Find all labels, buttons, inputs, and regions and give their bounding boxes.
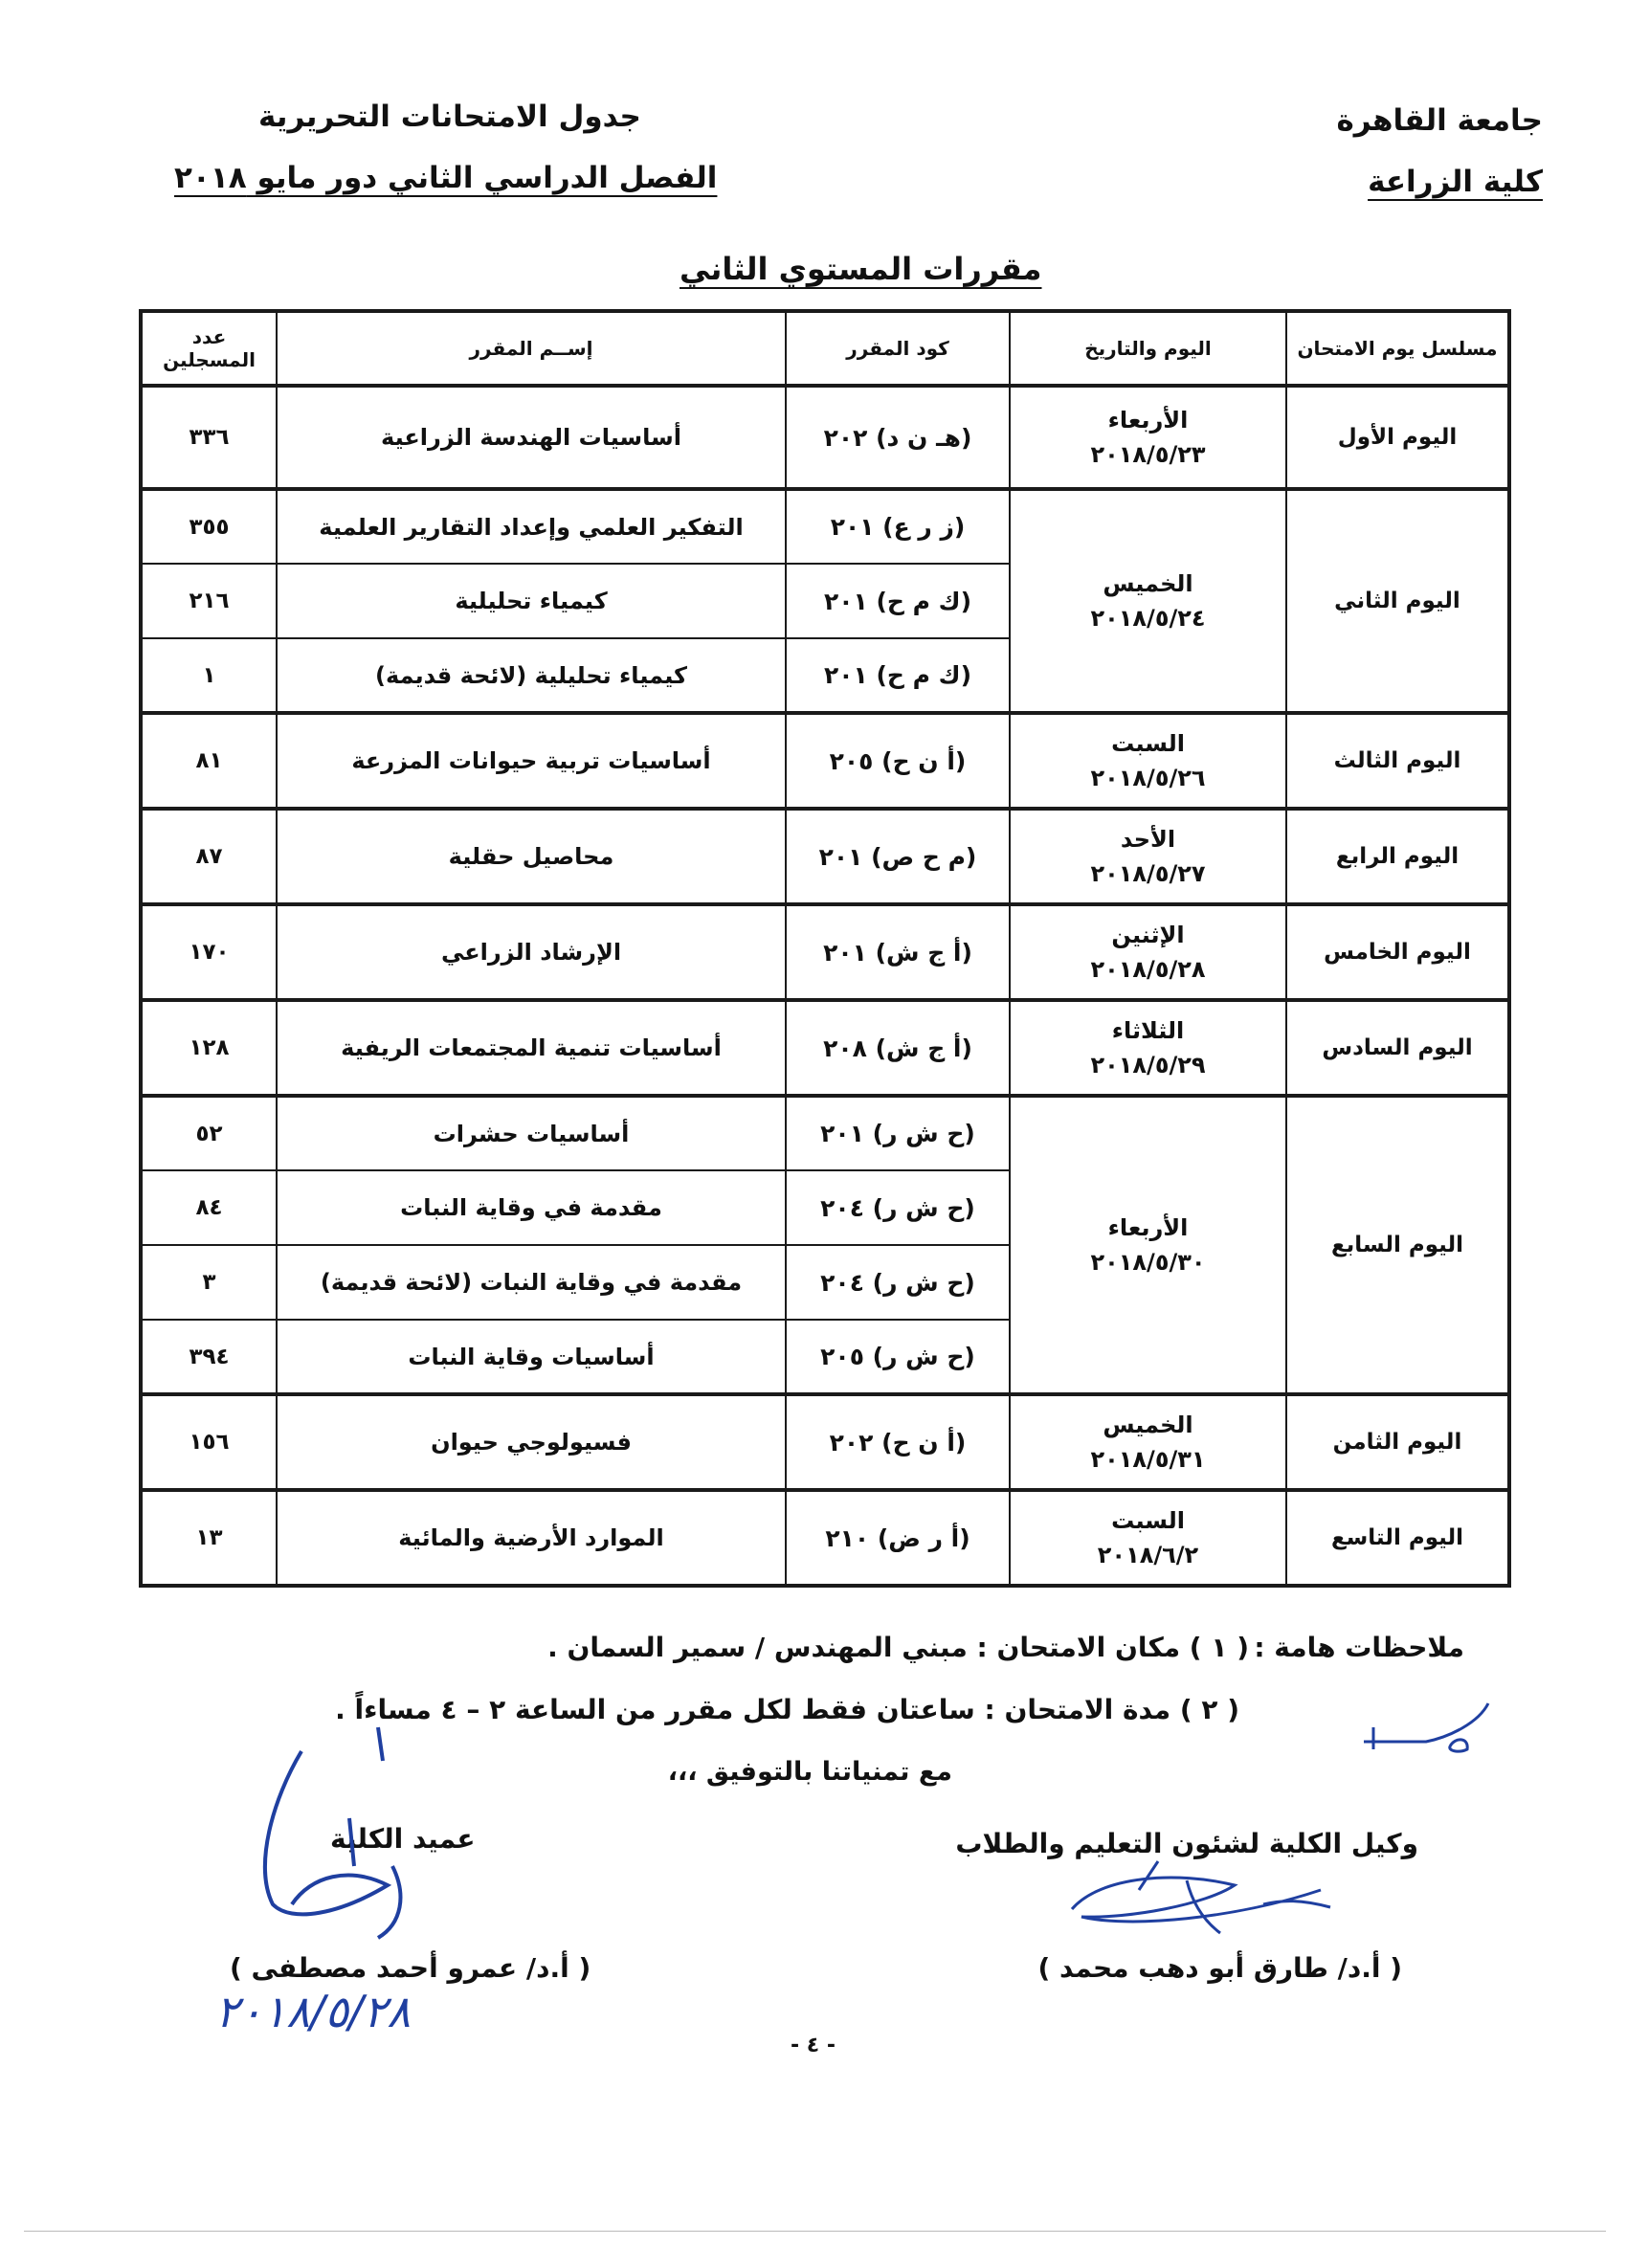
exam-date: ٢٠١٨/٥/٢٤ (1090, 605, 1206, 632)
registered-count: ١ (141, 638, 277, 713)
weekday: الأربعاء (1107, 1214, 1189, 1241)
exam-schedule-table (139, 309, 1511, 1588)
section-title: مقررات المستوي الثاني (680, 251, 1042, 287)
exam-day-date (1010, 386, 1286, 489)
registered-count: ٣ (141, 1245, 277, 1320)
weekday: الثلاثاء (1111, 1017, 1185, 1044)
course-name: الإرشاد الزراعي (277, 904, 786, 1000)
course-code: (ح ش ر) ٢٠٥ (786, 1320, 1010, 1394)
registered-count: ١٣ (141, 1490, 277, 1586)
exam-day-date (1010, 1096, 1286, 1394)
course-code: (أ ر ض) ٢١٠ (786, 1490, 1010, 1586)
course-code: (ك م ح) ٢٠١ (786, 564, 1010, 638)
course-code: (م ح ص) ٢٠١ (786, 809, 1010, 904)
registered-count: ٣٣٦ (141, 386, 277, 489)
exam-date: ٢٠١٨/٥/٢٩ (1090, 1052, 1206, 1078)
vice-dean-title: وكيل الكلية لشئون التعليم والطلاب (955, 1828, 1418, 1859)
table-row (141, 1000, 1509, 1096)
course-code: (أ ن ح) ٢٠٥ (786, 713, 1010, 809)
exam-date: ٢٠١٨/٥/٢٦ (1090, 765, 1206, 791)
exam-day-seq: اليوم الخامس (1286, 904, 1509, 1000)
course-code: (أ ج ش) ٢٠٨ (786, 1000, 1010, 1096)
vice-dean-name: ( أ.د/ طارق أبو دهب محمد ) (1037, 1952, 1402, 1984)
note-line-2: ( ٢ ) مدة الامتحان : ساعتان فقط لكل مقرر من الساعة ٢ – ٤ مساءاً . (335, 1694, 1239, 1725)
header-day-seq: مسلسل يوم الامتحان (1286, 311, 1509, 386)
course-name: أساسيات تنمية المجتمعات الريفية (277, 1000, 786, 1096)
course-name: أساسيات حشرات (277, 1096, 786, 1170)
exam-day-date (1010, 1394, 1286, 1490)
header-course-name: إســم المقرر (277, 311, 786, 386)
exam-day-seq: اليوم الثاني (1286, 489, 1509, 713)
exam-day-seq: اليوم التاسع (1286, 1490, 1509, 1586)
course-code: (ح ش ر) ٢٠٤ (786, 1170, 1010, 1245)
exam-day-seq: اليوم الأول (1286, 386, 1509, 489)
course-name: كيمياء تحليلية (277, 564, 786, 638)
initials-signature (1335, 1694, 1507, 1770)
table-row (141, 1096, 1509, 1170)
weekday: الأربعاء (1107, 407, 1189, 434)
exam-date: ٢٠١٨/٦/٢ (1097, 1542, 1199, 1568)
dean-name: ( أ.د/ عمرو أحمد مصطفى ) (230, 1952, 591, 1984)
closing-line: مع تمنياتنا بالتوفيق ،،، (667, 1757, 952, 1787)
course-name: أساسيات تربية حيوانات المزرعة (277, 713, 786, 809)
table-row (141, 713, 1509, 809)
document-title: جدول الامتحانات التحريرية (258, 100, 641, 134)
registered-count: ١٧٠ (141, 904, 277, 1000)
university-name: جامعة القاهرة (1336, 103, 1543, 138)
course-code: (ك م ح) ٢٠١ (786, 638, 1010, 713)
exam-day-seq: اليوم الرابع (1286, 809, 1509, 904)
term-title: الفصل الدراسي الثاني دور مايو ٢٠١٨ (174, 161, 718, 195)
course-name: محاصيل حقلية (277, 809, 786, 904)
course-code: (ح ش ر) ٢٠١ (786, 1096, 1010, 1170)
page-edge-line (24, 2231, 1606, 2232)
exam-date: ٢٠١٨/٥/٢٣ (1090, 441, 1206, 468)
registered-count: ٣٩٤ (141, 1320, 277, 1394)
weekday: السبت (1111, 730, 1185, 757)
weekday: السبت (1111, 1507, 1185, 1534)
course-name: أساسيات وقاية النبات (277, 1320, 786, 1394)
exam-date: ٢٠١٨/٥/٣٠ (1090, 1249, 1206, 1276)
weekday: الأحد (1120, 826, 1176, 853)
course-code: (ز ر ع) ٢٠١ (786, 489, 1010, 564)
table-row (141, 1394, 1509, 1490)
header-day-date: اليوم والتاريخ (1010, 311, 1286, 386)
course-name: مقدمة في وقاية النبات (لائحة قديمة) (277, 1245, 786, 1320)
handwritten-date: ٢٠١٨/٥/٢٨ (215, 1986, 411, 2037)
weekday: الخميس (1103, 570, 1193, 597)
table-row (141, 386, 1509, 489)
exam-day-date (1010, 1000, 1286, 1096)
course-code: (ح ش ر) ٢٠٤ (786, 1245, 1010, 1320)
exam-day-seq: اليوم السادس (1286, 1000, 1509, 1096)
table-row (141, 489, 1509, 564)
vice-dean-signature (1043, 1852, 1359, 1957)
course-name: كيمياء تحليلية (لائحة قديمة) (277, 638, 786, 713)
dean-signature (234, 1723, 445, 1952)
course-name: فسيولوجي حيوان (277, 1394, 786, 1490)
notes-label: ملاحظات هامة : (1254, 1632, 1464, 1663)
weekday: الخميس (1103, 1412, 1193, 1438)
exam-day-seq: اليوم الثالث (1286, 713, 1509, 809)
table-row (141, 1490, 1509, 1586)
registered-count: ٨١ (141, 713, 277, 809)
exam-date: ٢٠١٨/٥/٢٨ (1090, 956, 1206, 983)
table-row (141, 809, 1509, 904)
exam-day-date (1010, 809, 1286, 904)
exam-day-date (1010, 489, 1286, 713)
exam-day-seq: اليوم السابع (1286, 1096, 1509, 1394)
course-name: مقدمة في وقاية النبات (277, 1170, 786, 1245)
exam-day-date (1010, 1490, 1286, 1586)
dean-title: عميد الكلية (330, 1823, 476, 1855)
registered-count: ١٢٨ (141, 1000, 277, 1096)
registered-count: ٥٢ (141, 1096, 277, 1170)
exam-date: ٢٠١٨/٥/٢٧ (1090, 860, 1206, 887)
course-name: أساسيات الهندسة الزراعية (277, 386, 786, 489)
course-code: (أ ج ش) ٢٠١ (786, 904, 1010, 1000)
course-code: (أ ن ح) ٢٠٢ (786, 1394, 1010, 1490)
header-count: عدد المسجلين (141, 311, 277, 386)
exam-date: ٢٠١٨/٥/٣١ (1090, 1446, 1206, 1473)
registered-count: ٢١٦ (141, 564, 277, 638)
course-name: التفكير العلمي وإعداد التقارير العلمية (277, 489, 786, 564)
exam-day-date (1010, 713, 1286, 809)
weekday: الإثنين (1111, 922, 1185, 948)
registered-count: ٨٤ (141, 1170, 277, 1245)
exam-day-date (1010, 904, 1286, 1000)
page-number: - ٤ - (791, 2034, 836, 2057)
header-course-code: كود المقرر (786, 311, 1010, 386)
note-line-1: ( ١ ) مكان الامتحان : مبني المهندس / سمير السمان . (547, 1632, 1249, 1663)
faculty-name: كلية الزراعة (1368, 165, 1543, 199)
exam-day-seq: اليوم الثامن (1286, 1394, 1509, 1490)
course-name: الموارد الأرضية والمائية (277, 1490, 786, 1586)
registered-count: ٣٥٥ (141, 489, 277, 564)
table-header-row (141, 311, 1509, 386)
registered-count: ١٥٦ (141, 1394, 277, 1490)
table-row (141, 904, 1509, 1000)
course-code: (هـ ن د) ٢٠٢ (786, 386, 1010, 489)
registered-count: ٨٧ (141, 809, 277, 904)
